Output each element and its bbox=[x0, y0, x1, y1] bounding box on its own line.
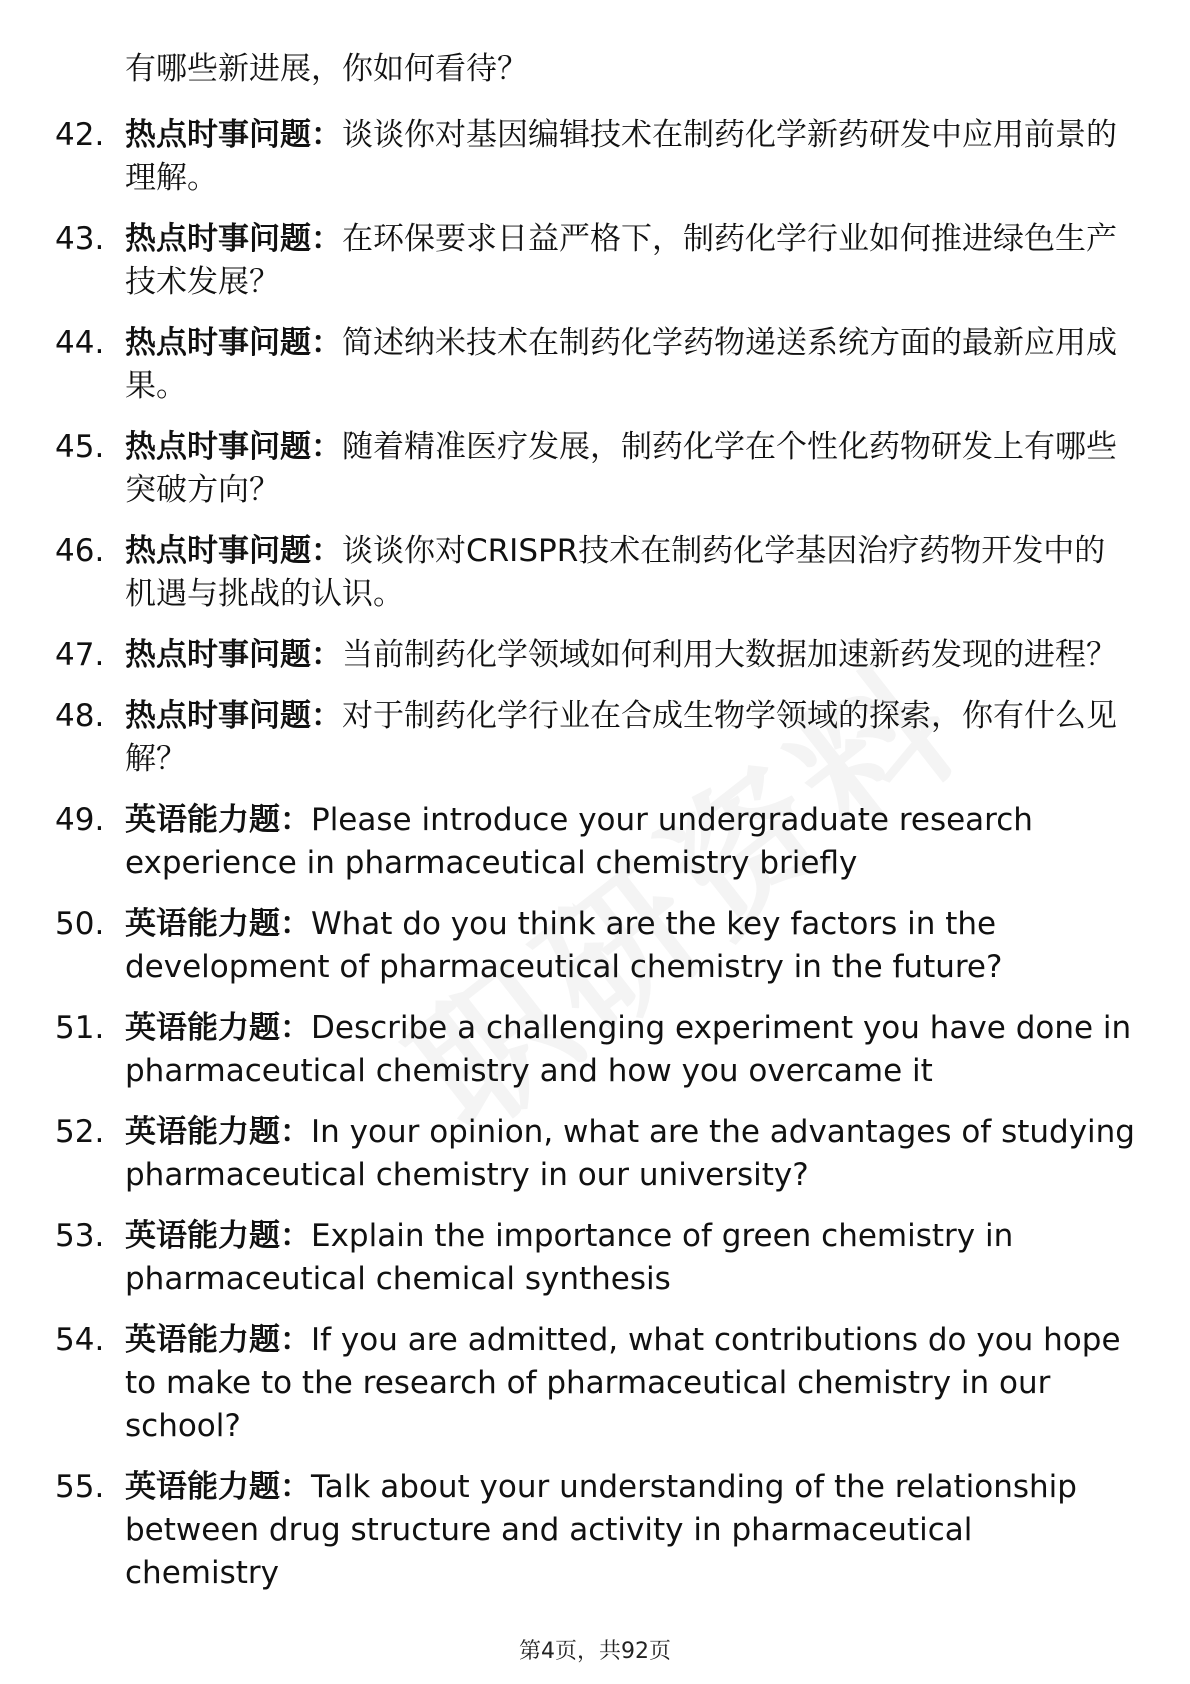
question-item-49 bbox=[55, 799, 1135, 885]
question-item-53 bbox=[55, 1215, 1135, 1301]
question-number: 54. bbox=[55, 1322, 105, 1358]
question-category: 英语能力题： bbox=[125, 906, 311, 942]
question-text: Describe a challenging experiment you have done in pharmaceutical chemistry and how you overcame it bbox=[125, 1010, 1132, 1089]
question-number: 47. bbox=[55, 637, 105, 673]
question-text: 谈谈你对基因编辑技术在制药化学新药研发中应用前景的理解。 bbox=[125, 117, 1117, 196]
question-number: 50. bbox=[55, 906, 105, 942]
question-number: 49. bbox=[55, 802, 105, 838]
question-text: 当前制药化学领域如何利用大数据加速新药发现的进程？ bbox=[342, 637, 1117, 673]
question-number: 53. bbox=[55, 1218, 105, 1254]
question-text: What do you think are the key factors in the development of pharmaceutical chemistry in the future? bbox=[125, 906, 1003, 985]
question-list bbox=[55, 114, 1135, 1613]
question-body bbox=[125, 903, 1135, 989]
question-body bbox=[125, 322, 1135, 408]
question-category: 英语能力题： bbox=[125, 802, 311, 838]
question-body bbox=[125, 1007, 1135, 1093]
question-text: In your opinion, what are the advantages of studying pharmaceutical chemistry in our university? bbox=[125, 1114, 1135, 1193]
question-number: 44. bbox=[55, 325, 105, 361]
question-item-45 bbox=[55, 426, 1135, 512]
question-category: 热点时事问题： bbox=[125, 117, 342, 153]
question-category: 热点时事问题： bbox=[125, 429, 342, 465]
question-item-47 bbox=[55, 634, 1135, 677]
question-number: 43. bbox=[55, 221, 105, 257]
question-category: 热点时事问题： bbox=[125, 533, 342, 569]
question-item-44 bbox=[55, 322, 1135, 408]
question-item-54 bbox=[55, 1319, 1135, 1448]
question-category: 英语能力题： bbox=[125, 1010, 311, 1046]
question-number: 55. bbox=[55, 1469, 105, 1505]
question-body bbox=[125, 634, 1135, 677]
question-body bbox=[125, 218, 1135, 304]
question-text: 谈谈你对CRISPR技术在制药化学基因治疗药物开发中的机遇与挑战的认识。 bbox=[125, 533, 1106, 612]
question-text: 在环保要求日益严格下，制药化学行业如何推进绿色生产技术发展？ bbox=[125, 221, 1117, 300]
question-body bbox=[125, 530, 1135, 616]
question-body bbox=[125, 1319, 1135, 1448]
question-body bbox=[125, 1466, 1135, 1595]
question-item-42 bbox=[55, 114, 1135, 200]
question-item-50 bbox=[55, 903, 1135, 989]
question-item-43 bbox=[55, 218, 1135, 304]
question-category: 英语能力题： bbox=[125, 1469, 311, 1505]
question-text: If you are admitted, what contributions do you hope to make to the research of pharmaceutical chemistry in our school? bbox=[125, 1322, 1121, 1444]
question-text: 对于制药化学行业在合成生物学领域的探索，你有什么见解？ bbox=[125, 698, 1117, 777]
question-text: 随着精准医疗发展，制药化学在个性化药物研发上有哪些突破方向？ bbox=[125, 429, 1117, 508]
continuation-text: 有哪些新进展，你如何看待？ bbox=[125, 51, 528, 87]
question-category: 热点时事问题： bbox=[125, 221, 342, 257]
question-item-52 bbox=[55, 1111, 1135, 1197]
question-category: 热点时事问题： bbox=[125, 325, 342, 361]
question-item-55 bbox=[55, 1466, 1135, 1595]
question-number: 46. bbox=[55, 533, 105, 569]
question-text: Explain the importance of green chemistry in pharmaceutical chemical synthesis bbox=[125, 1218, 1014, 1297]
question-body bbox=[125, 799, 1135, 885]
question-body bbox=[125, 1111, 1135, 1197]
question-number: 48. bbox=[55, 698, 105, 734]
question-text: Talk about your understanding of the relationship between drug structure and activity in pharmaceutical chemistry bbox=[125, 1469, 1077, 1591]
question-category: 英语能力题： bbox=[125, 1218, 311, 1254]
question-category: 热点时事问题： bbox=[125, 637, 342, 673]
question-number: 42. bbox=[55, 117, 105, 153]
question-text: Please introduce your undergraduate research experience in pharmaceutical chemistry briefly bbox=[125, 802, 1033, 881]
question-body bbox=[125, 695, 1135, 781]
question-item-46 bbox=[55, 530, 1135, 616]
question-category: 英语能力题： bbox=[125, 1114, 311, 1150]
question-category: 热点时事问题： bbox=[125, 698, 342, 734]
question-text: 简述纳米技术在制药化学药物递送系统方面的最新应用成果。 bbox=[125, 325, 1117, 404]
question-item-48 bbox=[55, 695, 1135, 781]
question-body bbox=[125, 114, 1135, 200]
question-number: 52. bbox=[55, 1114, 105, 1150]
question-number: 51. bbox=[55, 1010, 105, 1046]
question-number: 45. bbox=[55, 429, 105, 465]
page-footer: 第4页，共92页 bbox=[519, 1639, 671, 1664]
question-category: 英语能力题： bbox=[125, 1322, 311, 1358]
question-body bbox=[125, 1215, 1135, 1301]
question-body bbox=[125, 426, 1135, 512]
question-item-51 bbox=[55, 1007, 1135, 1093]
